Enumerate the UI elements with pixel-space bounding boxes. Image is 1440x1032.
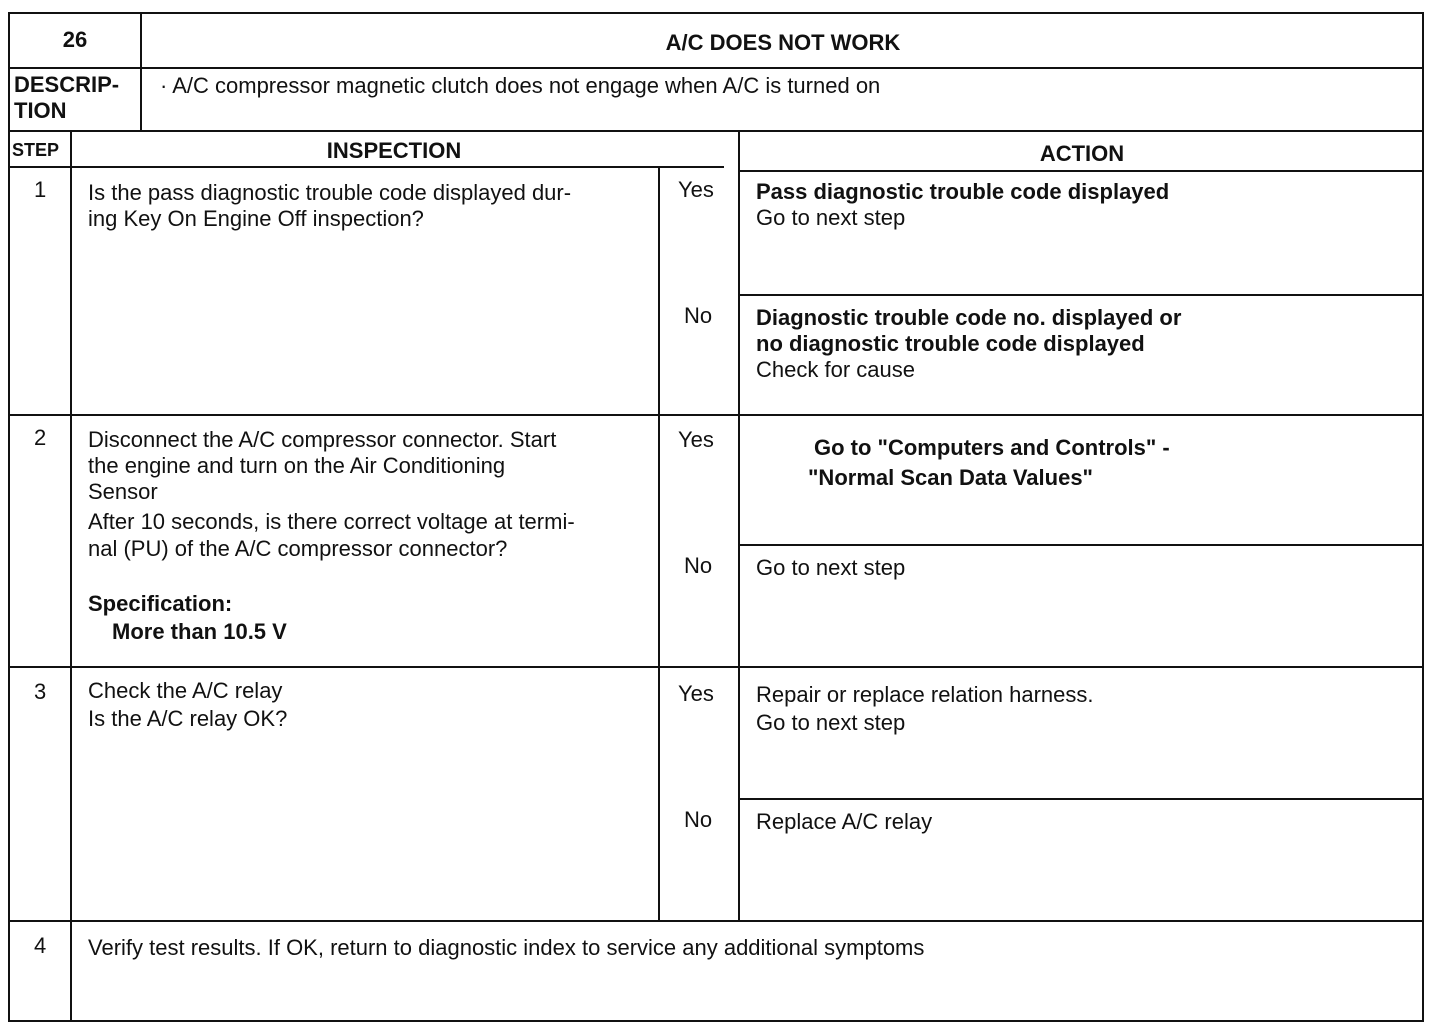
inspection-text: ing Key On Engine Off inspection? bbox=[88, 206, 424, 231]
action-text: Go to "Computers and Controls" - bbox=[814, 435, 1170, 460]
divider bbox=[738, 798, 1424, 800]
description-text: · A/C compressor magnetic clutch does not engage when A/C is turned on bbox=[160, 73, 881, 98]
inspection-text: nal (PU) of the A/C compressor connector? bbox=[88, 536, 508, 561]
column-header-step: STEP bbox=[12, 140, 60, 160]
inspection-text: Verify test results. If OK, return to diagnostic index to service any additional symptoms bbox=[88, 935, 925, 960]
no-label: No bbox=[684, 553, 713, 578]
inspection-text: Check the A/C relay bbox=[88, 678, 283, 703]
action-text: no diagnostic trouble code displayed bbox=[756, 331, 1145, 356]
column-header-action: ACTION bbox=[1039, 141, 1125, 166]
divider bbox=[8, 166, 724, 168]
no-label: No bbox=[684, 303, 713, 328]
inspection-text: Is the pass diagnostic trouble code displayed dur- bbox=[88, 180, 572, 205]
divider bbox=[738, 130, 740, 922]
step-number: 4 bbox=[34, 933, 47, 958]
specification-label: Specification: bbox=[88, 591, 233, 616]
specification-value: More than 10.5 V bbox=[112, 619, 287, 644]
divider bbox=[738, 544, 1424, 546]
action-text: Check for cause bbox=[756, 357, 915, 382]
action-text: Go to next step bbox=[756, 205, 906, 230]
divider bbox=[8, 67, 1424, 69]
inspection-text: Disconnect the A/C compressor connector. Start bbox=[88, 427, 557, 452]
step-number: 1 bbox=[34, 177, 47, 202]
action-text: Go to next step bbox=[756, 555, 906, 580]
inspection-text: Is the A/C relay OK? bbox=[88, 706, 288, 731]
divider bbox=[8, 666, 1424, 668]
action-text: Repair or replace relation harness. bbox=[756, 682, 1094, 707]
inspection-text: Sensor bbox=[88, 479, 158, 504]
description-label: TION bbox=[14, 98, 67, 123]
divider bbox=[658, 166, 660, 922]
no-label: No bbox=[684, 807, 713, 832]
description-label: DESCRIP- bbox=[14, 72, 120, 97]
inspection-text: the engine and turn on the Air Conditioning bbox=[88, 453, 506, 478]
action-text: Replace A/C relay bbox=[756, 809, 933, 834]
yes-label: Yes bbox=[678, 177, 714, 202]
action-text: "Normal Scan Data Values" bbox=[808, 465, 1093, 490]
action-text: Go to next step bbox=[756, 710, 906, 735]
action-text: Pass diagnostic trouble code displayed bbox=[756, 179, 1170, 204]
inspection-text: After 10 seconds, is there correct voltage at termi- bbox=[88, 509, 575, 534]
divider bbox=[70, 130, 72, 1020]
divider bbox=[738, 170, 1424, 172]
yes-label: Yes bbox=[678, 681, 714, 706]
procedure-title: A/C DOES NOT WORK bbox=[665, 30, 901, 55]
divider bbox=[738, 294, 1424, 296]
divider bbox=[8, 414, 1424, 416]
divider bbox=[8, 920, 1424, 922]
column-header-inspection: INSPECTION bbox=[326, 138, 462, 163]
step-number: 2 bbox=[34, 425, 47, 450]
divider bbox=[8, 130, 1424, 132]
yes-label: Yes bbox=[678, 427, 714, 452]
step-number: 3 bbox=[34, 679, 47, 704]
procedure-number: 26 bbox=[62, 27, 88, 52]
action-text: Diagnostic trouble code no. displayed or bbox=[756, 305, 1182, 330]
